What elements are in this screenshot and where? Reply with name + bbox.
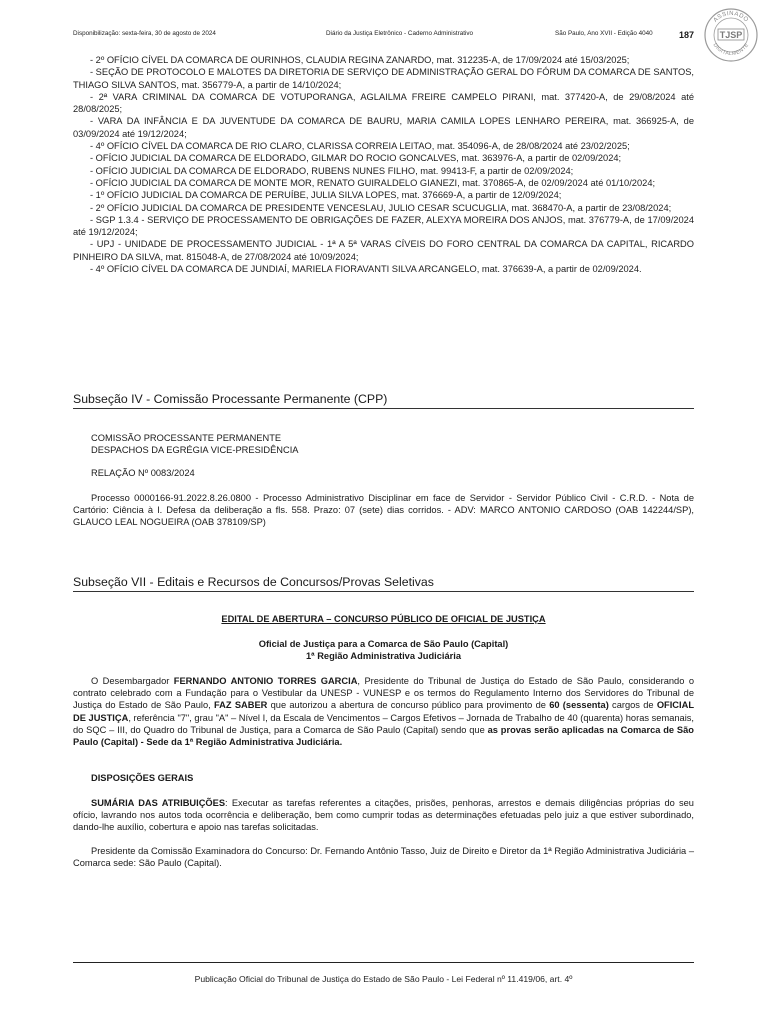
cpp-heading [91,432,694,456]
footer-divider [73,962,694,963]
list-item: - OFÍCIO JUDICIAL DA COMARCA DE MONTE MOR, RENATO GUIRALDELO GIANEZI, mat. 370865-A, de 02/09/2024 até 01/10/2024; [90,177,656,188]
processo-text: Processo 0000166-91.2022.8.26.0800 - Processo Administrativo Disciplinar em face de Servidor - Servidor Público Civil - C.R.D. - Nota de Cartório: Ciência à I. Defesa da deliberação a fls. 558. Prazo: 07 (sete) dias corridos. - ADV: MARCO ANTONIO CARDOSO (OAB 142244/SP), GLAUCO LEAL NOGUEIRA (OAB 378109/SP) [73,493,694,527]
edital-paragraph-comissao: Presidente da Comissão Examinadora do Concurso: Dr. Fernando Antônio Tasso, Juiz de Direito e Diretor da 1ª Região Administrativa Judiciária – Comarca sede: São Paulo (Capital). [73,846,694,869]
list-item: - 2º OFÍCIO JUDICIAL DA COMARCA DE PRESIDENTE VENCESLAU, JULIO CESAR SCUCUGLIA, mat. 368470-A, a partir de 23/08/2024; [90,202,672,213]
edital-paragraph-1: O Desembargador FERNANDO ANTONIO TORRES GARCIA, Presidente do Tribunal de Justiça do Estado de São Paulo, considerando o contrato celebrado com a Fundação para o Vestibular da UNESP - VUNESP e os termos do Regulamento Interno dos Servidores do Tribunal de Justiça do Estado de São Paulo, FAZ SABER que autorizou a abertura de concurso público para provimento de 60 (sessenta) cargos de OFICIAL DE JUSTIÇA, referência "7", grau "A" – Nível I, da Escala de Vencimentos – Cargos Efetivos – Jornada de Trabalho de 40 (quarenta) horas semanais, do SQC – III, do Quadro do Tribunal de Justiça, para a Comarca de São Paulo (Capital) sendo que as provas serão aplicadas na Comarca de São Paulo (Capital) - Sede da 1ª Região Administrativa Judiciária. [73,676,695,748]
page-header [73,30,667,42]
page-number: 187 [679,30,695,40]
faz-saber: FAZ SABER [214,700,268,711]
list-item: - OFÍCIO JUDICIAL DA COMARCA DE ELDORADO, GILMAR DO ROCIO GONCALVES, mat. 363976-A, a partir de 02/09/2024; [90,153,622,164]
list-item: - 2º OFÍCIO CÍVEL DA COMARCA DE OURINHOS, CLAUDIA REGINA ZANARDO, mat. 312235-A, de 17/09/2024 até 15/03/2025; [90,55,630,65]
edital-paragraph-atribuicoes: SUMÁRIA DAS ATRIBUIÇÕES: Executar as tarefas referentes a citações, prisões, penhoras, arrestos e demais diligências próprias do seu ofício, lavrando nos autos toda ocorrência e deliberação, bem como cumprir todas as determinações efetuadas pelo juiz a que estiver subordinado, dando-lhe auxílio, cobertura e apoio nas tarefas solicitadas. [73,798,694,833]
page-footer: Publicação Oficial do Tribunal de Justiça do Estado de São Paulo - Lei Federal nº 11.419/06, art. 4º [194,974,573,984]
seal-bottom-text: DIGITALMENTE [711,42,751,58]
list-item: - 4º OFÍCIO CÍVEL DA COMARCA DE JUNDIAÍ, MARIELA FIORAVANTI SILVA ARCANGELO, mat. 376639-A, a partir de 02/09/2024. [90,264,642,275]
atribuicoes-label: SUMÁRIA DAS ATRIBUIÇÕES [91,798,226,808]
exam-location: as provas serão aplicadas na Comarca de São Paulo (Capital) - Sede da 1ª Região Administrativa Judiciária. [73,724,694,748]
edital-title: EDITAL DE ABERTURA – CONCURSO PÚBLICO DE OFICIAL DE JUSTIÇA [221,614,546,624]
journal-name: Diário da Justiça Eletrônico - Caderno Administrativo [326,30,473,37]
edital-subtitle-2: 1ª Região Administrativa Judiciária [306,651,461,661]
section-iv-title: Subseção IV - Comissão Processante Permanente (CPP) [73,392,694,409]
list-item: - VARA DA INFÂNCIA E DA JUVENTUDE DA COMARCA DE BAURU, MARIA CAMILA LOPES LENHARO PEREIRA, mat. 366925-A, de 03/09/2024 até 19/12/2024; [73,116,694,139]
president-name: FERNANDO ANTONIO TORRES GARCIA [173,676,358,686]
list-item: - 1º OFÍCIO JUDICIAL DA COMARCA DE PERUÍBE, JULIA SILVA LOPES, mat. 376669-A, a partir de 12/09/2024; [90,190,562,201]
edition-info: São Paulo, Ano XVII - Edição 4040 [555,30,653,37]
cpp-line-2: DESPACHOS DA EGRÉGIA VICE-PRESIDÊNCIA [91,445,299,455]
cpp-relacao [91,467,694,479]
cpp-line-1: COMISSÃO PROCESSANTE PERMANENTE [91,433,282,443]
position-name: OFICIAL DE JUSTIÇA [73,700,694,723]
relacao-number: RELAÇÃO Nº 0083/2024 [91,468,195,478]
vacancy-count: 60 (sessenta) [549,700,609,711]
seal-middle-text: TJSP [719,30,743,40]
publication-date: Disponibilização: sexta-feira, 30 de agosto de 2024 [73,30,216,37]
list-item: - 4º OFÍCIO CÍVEL DA COMARCA DE RIO CLARO, CLARISSA CORREIA LEITAO, mat. 354096-A, de 28/08/2024 até 23/02/2025; [90,141,630,152]
list-item: - SGP 1.3.4 - SERVIÇO DE PROCESSAMENTO DE OBRIGAÇÕES DE FAZER, ALEXYA MOREIRA DOS ANJOS, mat. 376779-A, de 17/09/2024 até 19/12/2024; [73,214,694,238]
svg-text:DIGITALMENTE [712,42,751,57]
list-item: - OFÍCIO JUDICIAL DA COMARCA DE ELDORADO, RUBENS NUNES FILHO, mat. 99413-F, a partir de 02/09/2024; [90,165,574,176]
list-item: - UPJ - UNIDADE DE PROCESSAMENTO JUDICIAL - 1ª A 5ª VARAS CÍVEIS DO FORO CENTRAL DA COMARCA DA CAPITAL, RICARDO PINHEIRO DA SILVA, mat. 815048-A, de 27/08/2024 até 10/09/2024; [73,239,694,262]
edital-subtitle-1: Oficial de Justiça para a Comarca de São Paulo (Capital) [258,639,509,649]
designation-list [73,54,694,275]
list-item: - SEÇÃO DE PROTOCOLO E MALOTES DA DIRETORIA DE SERVIÇO DE ADMINISTRAÇÃO GERAL DO FÓRUM DA COMARCA DE SANTOS, THIAGO SILVA SANTOS, mat. 356779-A, a partir de 14/10/2024; [73,67,694,90]
processo-entry [73,492,694,528]
list-item: - 2ª VARA CRIMINAL DA COMARCA DE VOTUPORANGA, AGLAILMA FREIRE CAMPELO PIRANI, mat. 377420-A, de 29/08/2024 até 28/08/2025; [73,91,694,115]
digital-signature-seal [703,7,759,63]
seal-top-text: ASSINADO [712,10,750,24]
section-vii-title: Subseção VII - Editais e Recursos de Concursos/Provas Seletivas [73,575,694,592]
disposicoes-heading: DISPOSIÇÕES GERAIS [91,773,194,783]
